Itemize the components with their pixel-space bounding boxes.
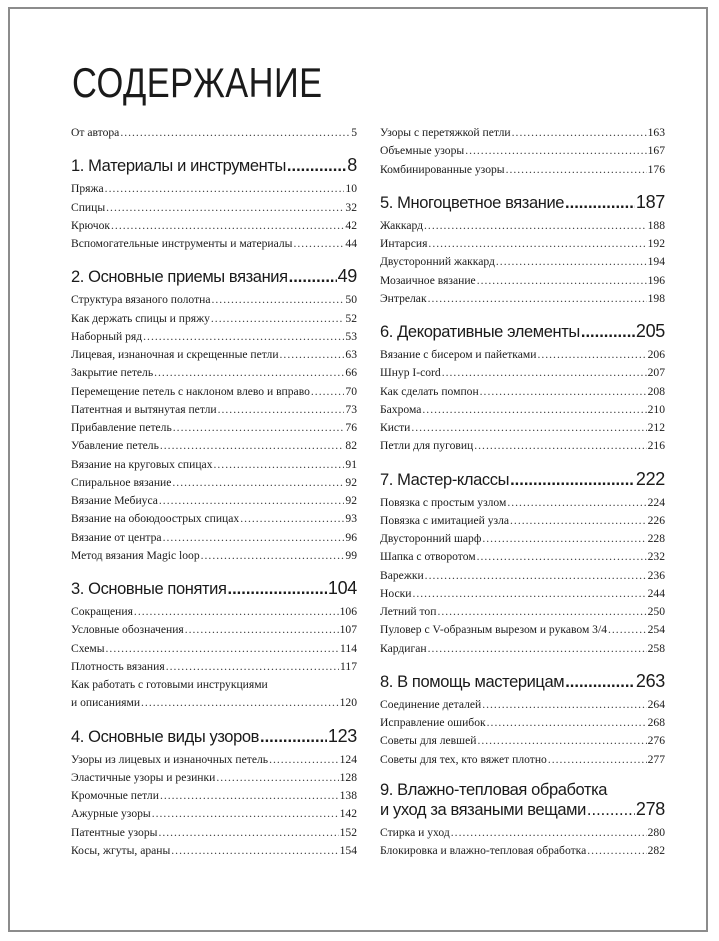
toc-entry [71,346,357,364]
toc-entry-title: Энтрелак [380,291,427,305]
toc-page-number: 206 [647,348,665,361]
toc-page-number: 50 [345,293,357,307]
toc-page-number: 107 [339,623,357,637]
toc-page-number: 194 [647,255,665,269]
toc-entry-title: Убавление петель [71,439,159,453]
toc-page-number: 152 [339,825,357,839]
dot-leader [227,578,326,601]
toc-entry [380,714,665,732]
toc-entry-title: Как держать спицы и пряжу [71,311,210,325]
toc-chapter-page: 104 [327,578,357,598]
toc-entry-title: Жаккард [380,218,424,232]
toc-column-right [380,124,665,860]
toc-page-number: 5 [351,126,357,139]
toc-chapter-heading [380,468,665,491]
toc-chapter-title: 2. Основные приемы вязания [71,268,288,287]
toc-entry-title: Стирка и уход [380,825,450,839]
toc-chapter-title: 4. Основные виды узоров [71,727,259,746]
dot-leader [587,842,646,860]
dot-leader [480,383,647,401]
toc-entry-title: Сокращения [71,605,133,618]
toc-page-number: 212 [647,421,665,434]
toc-entry [71,676,357,713]
toc-page-number: 128 [339,770,357,784]
dot-leader [159,492,345,510]
toc-page-number: 42 [345,218,357,232]
toc-chapter-title: и уход за вязаными вещами [380,800,586,819]
dot-leader [424,217,647,235]
toc-entry [71,529,357,547]
toc-chapter-heading [71,577,357,600]
toc-chapter-page: 123 [327,725,357,746]
toc-entry-title: Условные обозначения [71,623,184,637]
toc-entry-title: Петли для пуговиц [380,439,474,453]
toc-chapter-heading [71,725,357,748]
toc-entry-title: и описаниями [71,696,141,710]
toc-chapter-heading [71,265,357,288]
toc-entry-title: Советы для левшей [380,734,477,748]
toc-page-number: 232 [647,550,665,564]
toc-entry [71,769,357,787]
toc-entry [380,346,665,364]
toc-chapter-heading [380,670,665,693]
toc-chapter-title-line1: 9. Влажно-тепловая обработка [380,780,608,799]
toc-entry [380,253,665,271]
dot-leader [120,124,350,142]
toc-entry [380,272,665,290]
toc-entry-title: Повязка с имитацией узла [380,513,510,527]
toc-entry-title: Шапка с отворотом [380,550,476,564]
dot-leader [537,346,646,364]
dot-leader [506,161,647,179]
toc-entry-title: Двусторонний жаккард [380,255,495,269]
toc-page-number: 76 [345,421,357,434]
dot-leader [425,567,647,585]
toc-page-number: 44 [345,237,357,250]
dot-leader [201,547,345,565]
toc-entry [71,842,357,860]
dot-leader [214,456,345,474]
toc-entry [71,217,357,235]
toc-entry-title: Вязание с бисером и пайетками [380,348,537,361]
toc-entry [380,290,665,308]
toc-entry [380,142,665,160]
dot-leader [105,180,345,198]
toc-entry [380,585,665,603]
dot-leader [154,364,344,382]
dot-leader [442,364,647,382]
dot-leader [565,192,635,215]
toc-chapter-page: 8 [347,155,357,176]
toc-chapter-title: 3. Основные понятия [71,580,227,598]
toc-page-number: 226 [647,513,665,527]
dot-leader [512,124,647,142]
toc-entry-title: Пуловер с V-образным вырезом и рукавом 3/4 [380,623,607,637]
dot-leader [496,253,647,271]
toc-entry [380,842,665,860]
toc-entry-title-line1: Как работать с готовыми инструкциями [71,678,268,691]
toc-chapter-heading [380,191,665,214]
toc-entry-title: Повязка с простым узлом [380,495,507,509]
toc-entry [380,419,665,437]
toc-entry-title: Летний топ [380,605,437,618]
toc-page-number: 73 [345,402,357,416]
dot-leader [212,291,345,309]
toc-entry-title: Спиральное вязание [71,475,172,489]
toc-entry [71,310,357,328]
toc-entry [380,640,665,658]
dot-leader [260,726,327,749]
toc-entry [71,621,357,639]
dot-leader [422,401,646,419]
toc-entry [71,180,357,198]
dot-leader [166,658,339,676]
toc-entry [71,456,357,474]
toc-chapter-title: 1. Материалы и инструменты [71,157,286,176]
dot-leader [211,310,345,328]
toc-page-number: 52 [345,311,357,325]
dot-leader [507,494,646,512]
toc-page-number: 96 [345,530,357,544]
dot-leader [141,694,339,712]
toc-entry-title: Перемещение петель с наклоном влево и вправо [71,384,310,398]
dot-leader [477,548,647,566]
dot-leader [477,272,647,290]
dot-leader [411,419,646,437]
toc-page-number: 258 [647,641,665,655]
dot-leader [152,805,339,823]
toc-entry [380,603,665,621]
toc-entry-title: Объемные узоры [380,144,465,158]
toc-chapter-row [380,800,665,820]
toc-entry-title: Закрытие петель [71,366,154,380]
toc-page-number: 91 [345,457,357,471]
dot-leader [487,714,647,732]
toc-entry [71,824,357,842]
toc-page-number: 282 [647,844,665,857]
dot-leader [482,530,646,548]
dot-leader [428,640,647,658]
toc-entry-title: Вязание на круговых спицах [71,457,213,471]
toc-entry-title: Вязание Мебиуса [71,494,158,507]
toc-entry [380,124,665,142]
dot-leader [548,751,647,769]
toc-page-number: 198 [647,291,665,305]
toc-page-number: 106 [339,605,357,618]
dot-leader [437,603,646,621]
toc-entry-title: Интарсия [380,237,428,250]
toc-page-number: 154 [339,843,357,857]
toc-chapter-title: 6. Декоративные элементы [380,323,580,341]
toc-page-number: 268 [647,716,665,729]
toc-page-number: 196 [647,273,665,287]
toc-chapter-page: 49 [337,266,357,287]
toc-entry [380,530,665,548]
toc-entry [71,235,357,253]
dot-leader [428,235,646,253]
toc-page-number: 188 [647,218,665,232]
toc-chapter-heading [380,781,665,820]
toc-entry-title: Носки [380,586,412,600]
toc-entry-title: Комбинированные узоры [380,162,505,176]
toc-entry [71,199,357,217]
dot-leader [412,585,646,603]
toc-page-number: 244 [647,586,665,600]
toc-entry [380,235,665,253]
toc-page-number: 114 [340,641,357,655]
toc-page-number: 277 [647,752,665,766]
toc-page-number: 142 [339,807,357,821]
toc-entry [380,751,665,769]
toc-page-number: 192 [647,237,665,250]
toc-entry [71,640,357,658]
toc-page-number: 10 [345,182,357,196]
dot-leader [218,401,345,419]
toc-entry [380,696,665,714]
toc-entry-title: Исправление ошибок [380,716,486,729]
toc-entry [71,401,357,419]
dot-leader [510,512,647,530]
toc-entry-title: От автора [71,126,120,139]
dot-leader [451,824,647,842]
toc-chapter-page: 205 [635,321,665,341]
toc-page-number: 120 [339,696,357,710]
toc-entry-title: Кардиган [380,641,427,655]
toc-chapter-heading [71,154,357,177]
toc-entry-title: Структура вязаного полотна [71,293,211,307]
toc-entry [71,383,357,401]
toc-entry [380,494,665,512]
toc-page-number: 276 [647,734,665,748]
dot-leader [428,290,647,308]
dot-leader [293,235,344,253]
toc-entry [71,658,357,676]
toc-entry-title: Бахрома [380,402,422,416]
dot-leader [111,217,344,235]
toc-entry [380,567,665,585]
dot-leader [158,824,338,842]
toc-entry-title: Прибавление петель [71,421,172,434]
dot-leader [143,328,344,346]
toc-entry [71,805,357,823]
toc-entry-title: Лицевая, изнаночная и скрещенные петли [71,348,279,361]
toc-entry-title: Вязание от центра [71,530,162,544]
toc-chapter-page: 263 [635,670,665,691]
toc-entry [71,474,357,492]
toc-page-number: 82 [345,439,357,453]
toc-entry-title: Двусторонний шарф [380,532,482,545]
toc-page-number: 63 [345,348,357,361]
dot-leader [172,474,344,492]
dot-leader [134,603,339,621]
toc-entry [380,383,665,401]
toc-entry [380,621,665,639]
toc-page-number: 254 [647,623,665,637]
toc-entry-title: Шнур I-cord [380,366,441,380]
toc-entry-title: Советы для тех, кто вяжет плотно [380,752,547,766]
toc-page-number: 53 [345,329,357,343]
dot-leader [240,510,344,528]
toc-page-number: 93 [345,512,357,526]
toc-entry-title: Варежки [380,568,424,582]
toc-entry [380,401,665,419]
toc-entry-title: Кромочные петли [71,789,159,802]
toc-entry-title: Косы, жгуты, араны [71,843,171,857]
toc-page-number: 236 [647,568,665,582]
dot-leader [477,732,646,750]
dot-leader [160,437,345,455]
toc-entry-title: Крючок [71,218,111,232]
toc-chapter-page: 222 [635,468,665,489]
dot-leader [289,266,337,289]
toc-page-number: 250 [647,605,665,618]
dot-leader [510,469,635,492]
dot-leader [565,671,635,694]
toc-page-number: 208 [647,384,665,398]
toc-page-number: 280 [647,825,665,839]
toc-page-number: 224 [647,495,665,509]
toc-entry-title: Пряжа [71,182,104,196]
toc-entry [71,547,357,565]
toc-column-left [71,124,357,860]
toc-page-number: 264 [647,697,665,711]
toc-page-number: 66 [345,366,357,380]
toc-entry [380,548,665,566]
dot-leader [482,696,646,714]
toc-page-number: 176 [647,162,665,176]
toc-entry-title: Узоры с перетяжкой петли [380,126,511,139]
toc-entry-title: Патентная и вытянутая петли [71,402,217,416]
dot-leader [173,419,345,437]
toc-chapter-heading [380,320,665,343]
toc-entry [71,751,357,769]
toc-chapter-title: 7. Мастер-классы [380,470,510,489]
dot-leader [608,621,647,639]
toc-entry-title: Кисти [380,421,411,434]
toc-entry-title: Вспомогательные инструменты и материалы [71,237,293,250]
toc-entry-title: Эластичные узоры и резинки [71,770,216,784]
toc-entry [71,492,357,510]
toc-page-number: 138 [339,789,357,802]
dot-leader [287,155,346,178]
toc-entry-title: Плотность вязания [71,659,165,673]
toc-page-number: 207 [647,366,665,380]
toc-page-number: 216 [647,439,665,453]
toc-entry [380,512,665,530]
toc-entry-title: Узоры из лицевых и изнаночных петель [71,752,269,766]
toc-entry-title: Спицы [71,200,106,214]
toc-entry [380,217,665,235]
toc-entry [71,291,357,309]
dot-leader [474,437,646,455]
dot-leader [581,321,635,344]
dot-leader [280,346,345,364]
dot-leader [160,787,339,805]
toc-entry [71,603,357,621]
toc-entry-title: Патентные узоры [71,825,158,839]
toc-page-number: 117 [340,659,357,673]
dot-leader [106,199,344,217]
toc-entry-title: Мозаичное вязание [380,273,476,287]
toc-entry [380,437,665,455]
toc-page-number: 70 [345,384,357,398]
toc-entry [71,124,357,142]
toc-entry-title: Вязание на обоюдоострых спицах [71,512,240,526]
toc-entry-title: Ажурные узоры [71,807,151,821]
toc-entry [71,510,357,528]
dot-leader [587,801,635,820]
page-title: СОДЕРЖАНИЕ [72,59,323,106]
toc-chapter-page: 187 [635,191,665,212]
dot-leader [216,769,338,787]
dot-leader [171,842,338,860]
toc-page-number: 163 [647,126,665,139]
toc-entry [71,364,357,382]
dot-leader [311,383,345,401]
toc-entry [380,364,665,382]
toc-entry [71,437,357,455]
toc-entry-title: Как сделать помпон [380,384,479,398]
toc-entry-title: Схемы [71,641,105,655]
toc-entry-row [71,694,357,712]
dot-leader [269,751,339,769]
toc-chapter-title: 5. Многоцветное вязание [380,193,565,212]
toc-entry [71,787,357,805]
toc-entry-title: Метод вязания Magic loop [71,548,200,562]
toc-page-number: 92 [345,475,357,489]
toc-entry-title: Блокировка и влажно-тепловая обработка [380,844,587,857]
toc-page-number: 124 [339,752,357,766]
toc-entry-title: Наборный ряд [71,329,143,343]
toc-entry-title: Соединение деталей [380,697,482,711]
dot-leader [163,529,345,547]
dot-leader [185,621,339,639]
toc-entry [71,328,357,346]
toc-entry [380,824,665,842]
toc-page-number: 167 [647,144,665,158]
toc-page-number: 99 [345,548,357,562]
toc-entry [380,161,665,179]
toc-page-number: 210 [647,402,665,416]
toc-entry [380,732,665,750]
toc-chapter-page: 278 [635,798,665,819]
toc-chapter-title: 8. В помощь мастерицам [380,672,565,691]
toc-entry [71,419,357,437]
dot-leader [106,640,340,658]
dot-leader [465,142,646,160]
toc-page-number: 32 [345,200,357,214]
toc-page-number: 92 [345,494,357,507]
toc-page-number: 228 [647,532,665,545]
